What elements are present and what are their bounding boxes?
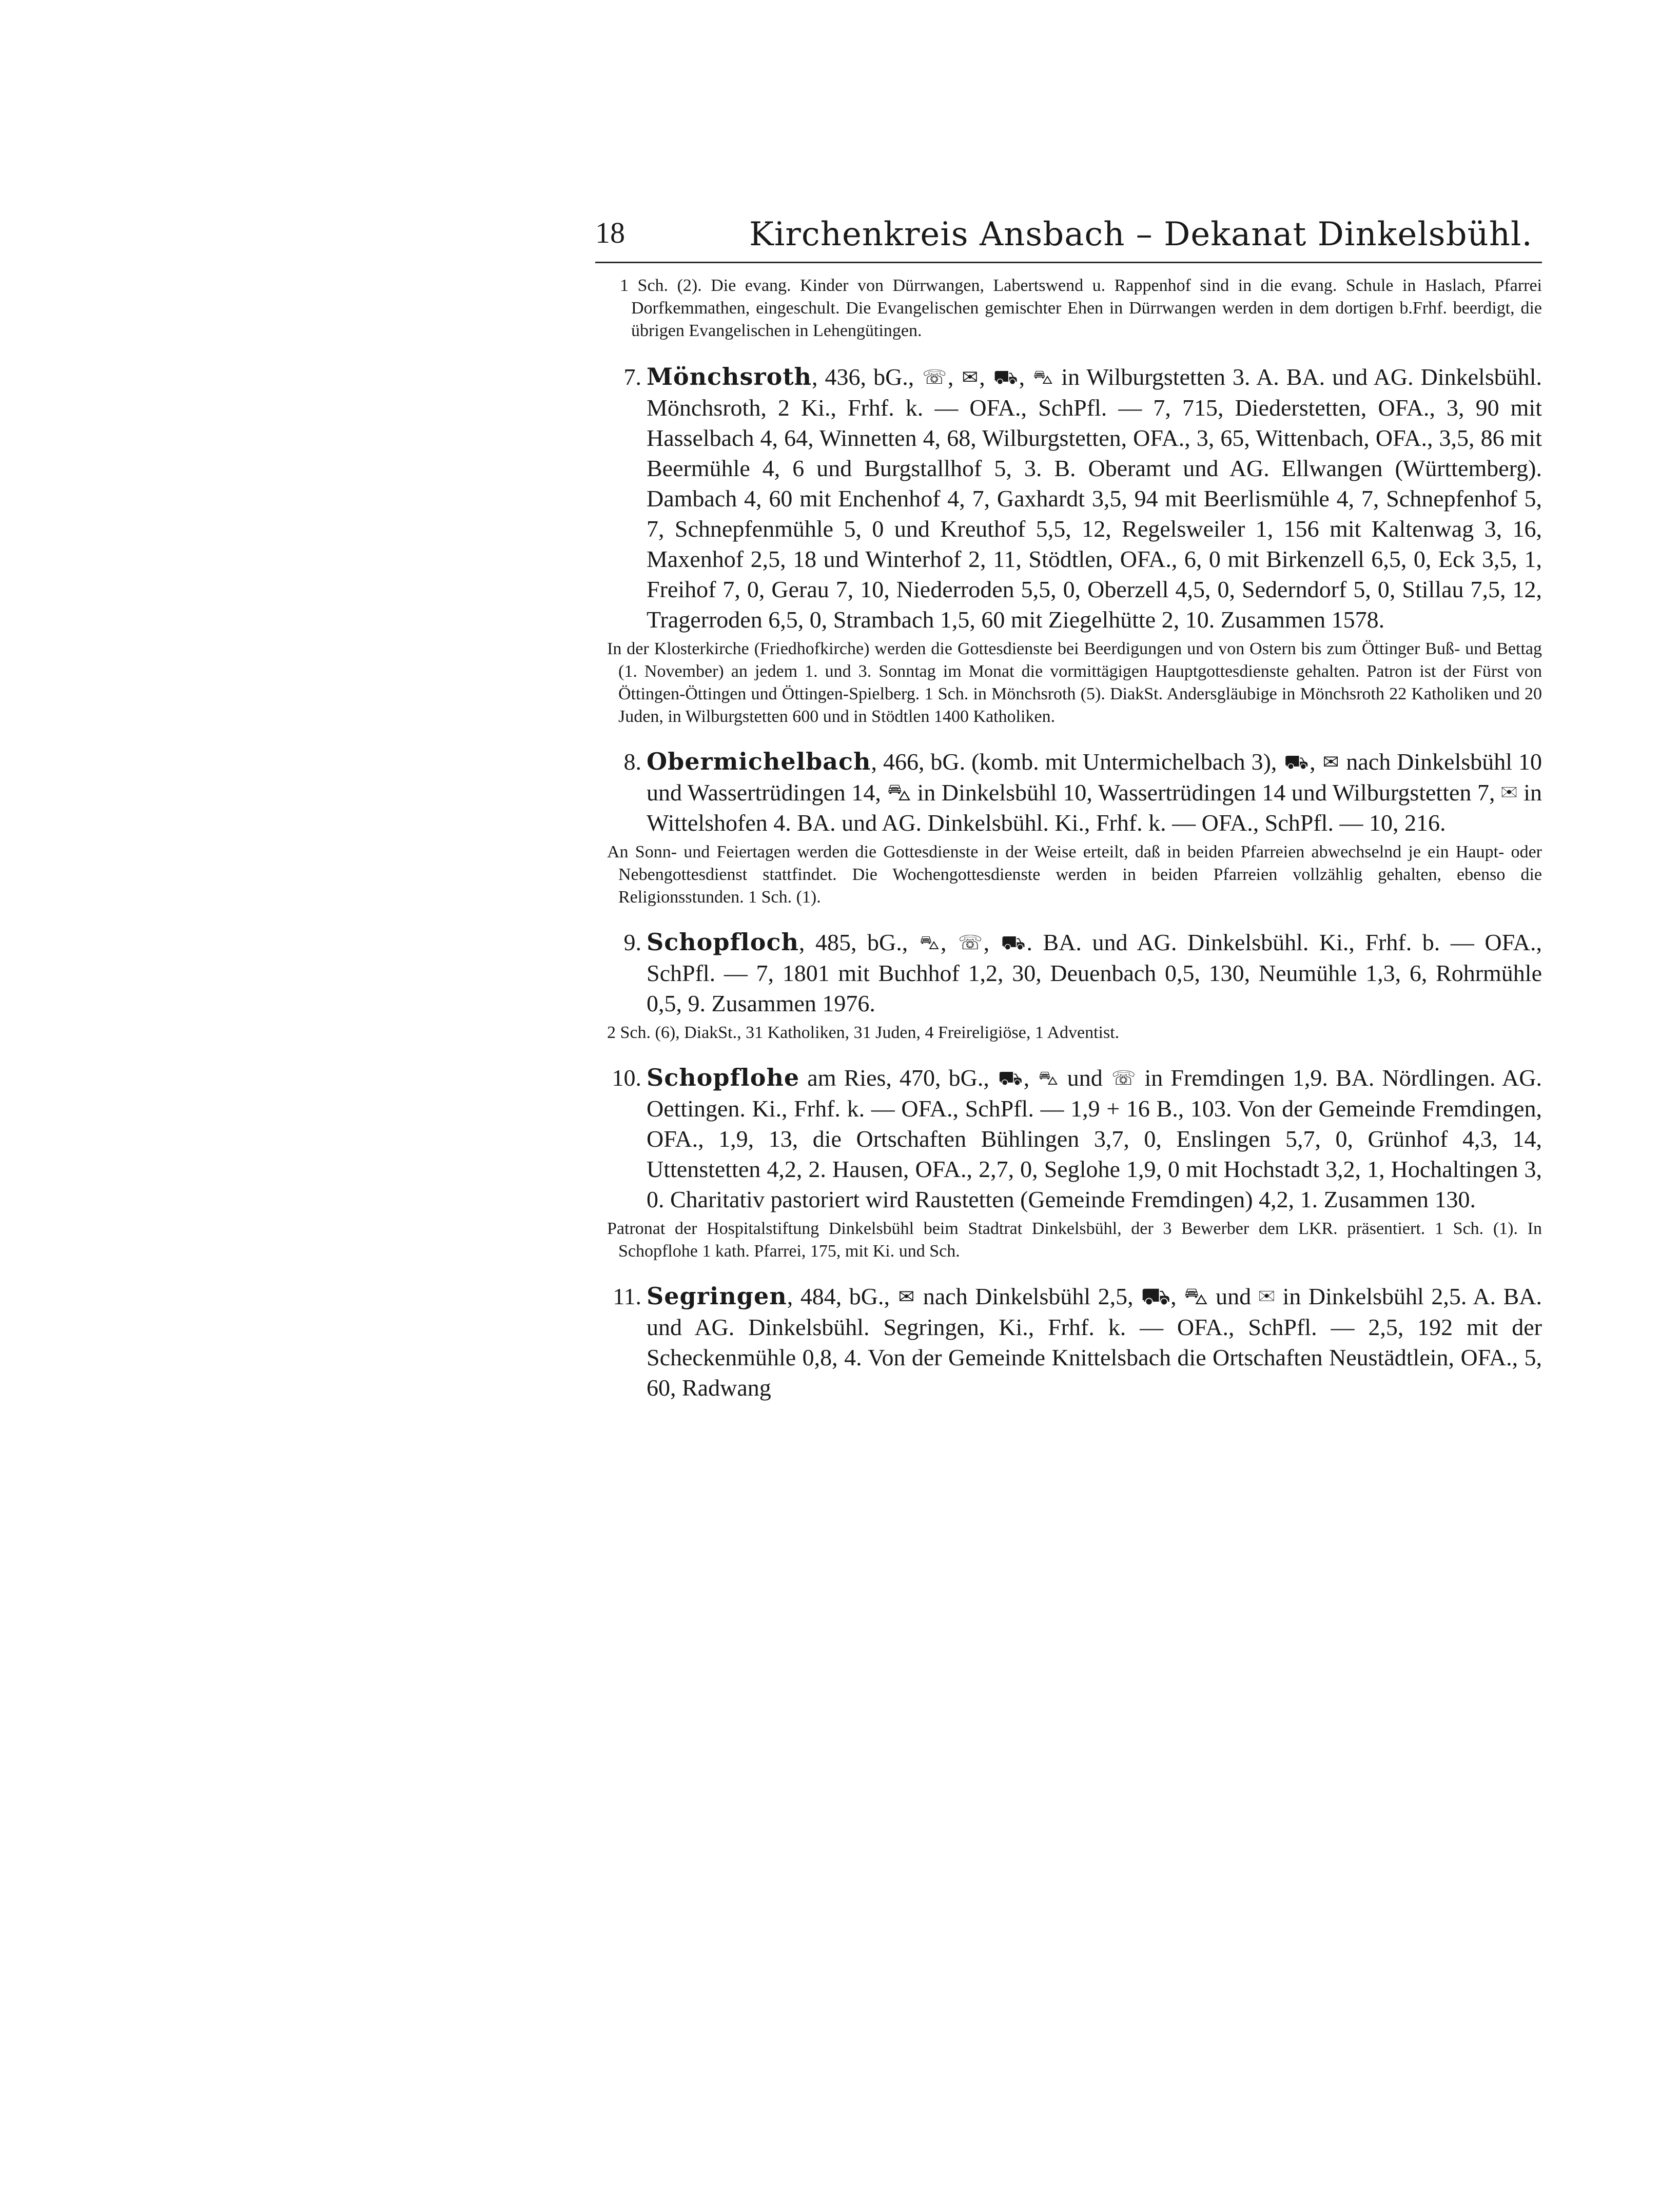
entry-schopfloch: 9. Schopfloch, 485, bG., ⛍, ☏, ⛟. BA. und AG. Dinkelsbühl. Ki., Frhf. b. — OFA., SchPfl. — 7, 1801 mit Buchhof 1,2, 30, Deuenbach 0,5, 130, Neumühle 1,3, 6, Rohrmühle 0,5, 9. Zusammen 1976. [595,927,1542,1018]
entry-number: 8. [623,749,641,775]
entry-lead: , 485, bG., [798,929,919,955]
entry-moenchsroth: 7. Mönchsroth, 436, bG., ☏, ✉, ⛟, ⛍ in Wilburgstetten 3. A. BA. und AG. Dinkelsbühl. Mönchsroth, 2 Ki., Frhf. k. — OFA., SchPfl. — 7, 715, Diederstetten, OFA., 3, 90 mit Hasselbach 4, 64, Winnetten 4, 68, Wilburgstetten, OFA., 3, 65, Wittenbach, OFA., 3,5, 86 mit Beermühle 4, 6 und Burgstallhof 5, 3. B. Oberamt und AG. Ellwangen (Württemberg). Dambach 4, 60 mit Enchenhof 4, 7, Gaxhardt 3,5, 94 mit Beerlismühle 4, 7, Schnepfenhof 5, 7, Schnepfenmühle 5, 0 und Kreuthof 5,5, 12, Regelsweiler 1, 156 mit Kaltenwag 3, 16, Maxenhof 2,5, 18 und Winterhof 2, 11, Stödtlen, OFA., 6, 0 mit Birkenzell 6,5, 0, Eck 3,5, 1, Freihof 7, 0, Gerau 7, 10, Niederroden 5,5, 0, Oberzell 4,5, 0, Sederndorf 5, 0, Stillau 7,5, 12, Tragerroden 6,5, 0, Strambach 1,5, 60 mit Ziegelhütte 2, 10. Zusammen 1578. [595,362,1542,635]
entry-name: Mönchsroth [647,363,812,390]
entry-name: Segringen [647,1282,787,1310]
bus-icon: ⛍ [1038,1067,1059,1089]
entry-number: 7. [623,364,641,390]
entry-name: Obermichelbach [647,748,871,775]
telegraph-icon: ☏ [958,931,983,954]
railway-icon: ⛟ [998,1067,1023,1089]
post-icon: ✉ [1322,751,1339,773]
entry-text: in Wilburgstetten 3. A. BA. und AG. Dinkelsbühl. Mönchsroth, 2 Ki., Frhf. k. — OFA., SchPfl. — 7, 715, Diederstetten, OFA., 3, 90 mit Hasselbach 4, 64, Winnetten 4, 68, Wilburgstetten, OFA., 3, 65, Wittenbach, OFA., 3,5, 86 mit Beermühle 4, 6 und Burgstallhof 5, 3. B. Oberamt und AG. Ellwangen (Württemberg). Dambach 4, 60 mit Enchenhof 4, 7, Gaxhardt 3,5, 94 mit Beerlismühle 4, 7, Schnepfenhof 5, 7, Schnepfenmühle 5, 0 und Kreuthof 5,5, 12, Regelsweiler 1, 156 mit Kaltenwag 3, 16, Maxenhof 2,5, 18 und Winterhof 2, 11, Stödtlen, OFA., 6, 0 mit Birkenzell 6,5, 0, Eck 3,5, 1, Freihof 7, 0, Gerau 7, 10, Niederroden 5,5, 0, Oberzell 4,5, 0, Sederndorf 5, 0, Stillau 7,5, 12, Tragerroden 6,5, 0, Strambach 1,5, 60 mit Ziegelhütte 2, 10. Zusammen 1578. [647,364,1542,633]
running-title: Kirchenkreis Ansbach – Dekanat Dinkelsbühl. [749,215,1533,253]
railway-icon: ⛟ [993,366,1018,388]
entry-text: in Fremdingen 1,9. BA. Nördlingen. AG. Oettingen. Ki., Frhf. k. — OFA., SchPfl. — 1,9 + 16 B., 103. Von der Gemeinde Fremdingen, OFA., 1,9, 13, die Ortschaften Bühlingen 3,7, 0, Enslingen 5,7, 0, Grünhof 4,3, 14, Uttenstetten 4,2, 2. Hausen, OFA., 2,7, 0, Seglohe 1,9, 0 mit Hochstadt 3,2, 1, Hochaltingen 3, 0. Charitativ pastoriert wird Raustetten (Gemeinde Fremdingen) 4,2, 1. Zusammen 130. [647,1065,1542,1212]
entry-lead: , 436, bG., [812,364,922,390]
bus-icon: ⛍ [919,931,940,954]
bus-icon: ⛍ [1033,366,1053,388]
entry-schopflohe: 10. Schopflohe am Ries, 470, bG., ⛟, ⛍ und ☏ in Fremdingen 1,9. BA. Nördlingen. AG. Oettingen. Ki., Frhf. k. — OFA., SchPfl. — 1,9 + 16 B., 103. Von der Gemeinde Fremdingen, OFA., 1,9, 13, die Ortschaften Bühlingen 3,7, 0, Enslingen 5,7, 0, Grünhof 4,3, 14, Uttenstetten 4,2, 2. Hausen, OFA., 2,7, 0, Seglohe 1,9, 0 mit Hochstadt 3,2, 1, Hochaltingen 3, 0. Charitativ pastoriert wird Raustetten (Gemeinde Fremdingen) 4,2, 1. Zusammen 130. [595,1063,1542,1214]
document-page [595,205,1542,1403]
entry-text: nach Dinkelsbühl 2,5, ⛟, ⛍ und ✉ in Dinkelsbühl 2,5. A. BA. und AG. Dinkelsbühl. Segringen, Ki., Frhf. k. — OFA., SchPfl. — 2,5, 192 mit der Scheckenmühle 0,8, 4. Von der Gemeinde Knittelsbach die Ortschaften Neustädtlein, OFA., 5, 60, Radwang [647,1283,1542,1401]
entry-note: Patronat der Hospitalstiftung Dinkelsbühl beim Stadtrat Dinkelsbühl, der 3 Bewerber dem LKR. präsentiert. 1 Sch. (1). In Schopflohe 1 kath. Pfarrei, 175, mit Ki. und Sch. [607,1219,1542,1261]
post-icon: ✉ [898,1285,915,1308]
post-icon: ✉ [962,366,979,388]
entry-lead: , 484, bG., [787,1283,897,1309]
entry-note: 2 Sch. (6), DiakSt., 31 Katholiken, 31 Juden, 4 Freireligiöse, 1 Adventist. [607,1023,1120,1042]
entry-number: 10. [612,1065,641,1091]
entry-lead: am Ries, 470, bG., [799,1065,997,1091]
entry-text: . BA. und AG. Dinkelsbühl. Ki., Frhf. b. — OFA., SchPfl. — 7, 1801 mit Buchhof 1,2, 30, Deuenbach 0,5, 130, Neumühle 1,3, 6, Rohrmühle 0,5, 9. Zusammen 1976. [647,929,1542,1016]
entry-note: In der Klosterkirche (Friedhofkirche) werden die Gottesdienste bei Beerdigungen und von Ostern bis zum Öttinger Buß- und Bettag (1. November) an jedem 1. und 3. Sonntag im Monat die vormittägigen Hauptgottesdienste gehalten. Patron ist der Fürst von Öttingen-Öttingen und Öttingen-Spielberg. 1 Sch. in Mönchsroth (5). DiakSt. Andersgläubige in Mönchsroth 22 Katholiken und 20 Juden, in Wilburgstetten 600 und in Stödtlen 1400 Katholiken. [607,639,1542,726]
entry-obermichelbach: 8. Obermichelbach, 466, bG. (komb. mit Untermichelbach 3), ⛟, ✉ nach Dinkelsbühl 10 und Wassertrüdingen 14, ⛍ in Dinkelsbühl 10, Wassertrüdingen 14 und Wilburgstetten 7, ✉ in Wittelshofen 4. BA. und AG. Dinkelsbühl. Ki., Frhf. k. — OFA., SchPfl. — 10, 216. [595,747,1542,838]
entry-segringen [595,1281,1542,1403]
entry-lead: , 466, bG. (komb. mit Untermichelbach 3), [871,749,1283,775]
telegraph-icon: ☏ [922,366,947,388]
entry-number: 11. [613,1283,641,1309]
page-header [595,205,1542,263]
telegraph-icon: ☏ [1111,1067,1136,1089]
top-note: 1 Sch. (2). Die evang. Kinder von Dürrwangen, Labertswend u. Rappenhof sind in die evang. Schule in Haslach, Pfarrei Dorfkemmathen, eingeschult. Die Evangelischen gemischter Ehen in Dürrwangen werden in dem dortigen b.Frhf. beerdigt, die übrigen Evangelischen in Lehengütingen. [620,276,1542,340]
entry-number: 9. [623,929,641,955]
entry-note: An Sonn- und Feiertagen werden die Gottesdienste in der Weise erteilt, daß in beiden Pfarreien abwechselnd je ein Haupt- oder Nebengottesdienst stattfindet. Die Wochengottesdienste werden in beiden Pfarreien vollzählig gehalten, ebenso die Religionsstunden. 1 Sch. (1). [607,842,1542,907]
entry-text: nach Dinkelsbühl 10 und Wassertrüdingen 14, ⛍ in Dinkelsbühl 10, Wassertrüdingen 14 und Wilburgstetten 7, ✉ in Wittelshofen 4. BA. und AG. Dinkelsbühl. Ki., Frhf. k. — OFA., SchPfl. — 10, 216. [647,749,1542,836]
entry-name: Schopflohe [647,1064,800,1091]
railway-icon: ⛟ [1284,751,1309,773]
page-number: 18 [595,216,625,249]
railway-icon: ⛟ [1001,931,1026,954]
entry-name: Schopfloch [647,928,799,956]
